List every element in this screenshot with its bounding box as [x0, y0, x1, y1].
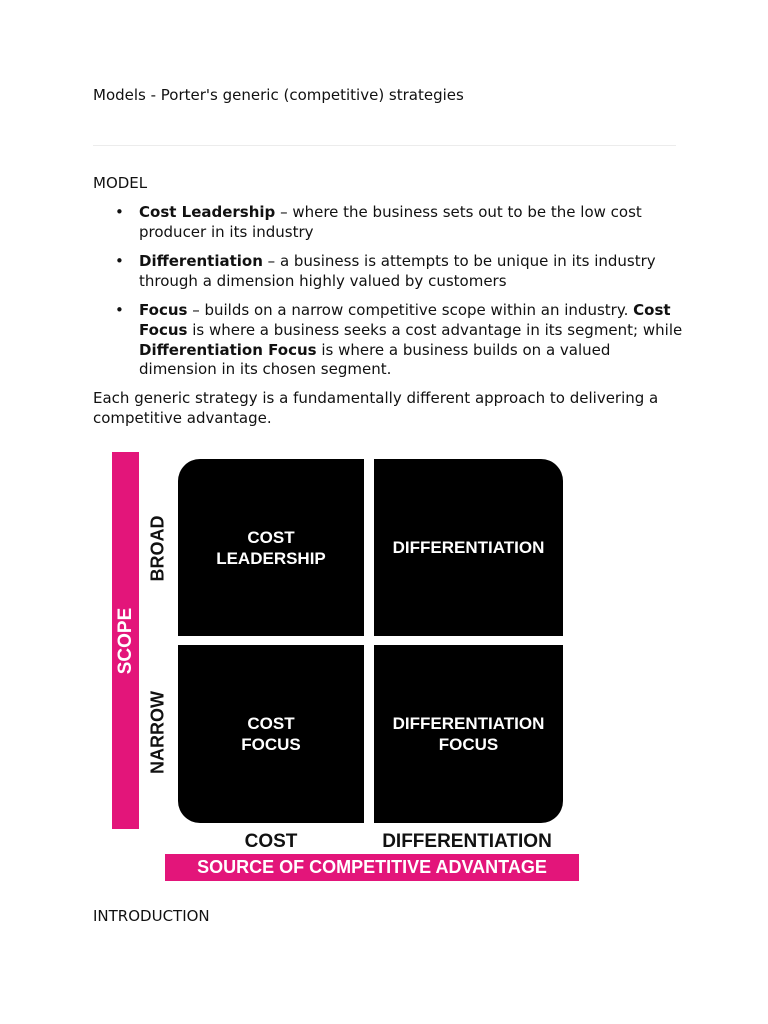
strategy-list	[93, 203, 683, 390]
cell-differentiation-focus: DIFFERENTIATION FOCUS	[374, 645, 563, 823]
bullet-icon: •	[115, 301, 124, 320]
divider	[93, 145, 676, 146]
model-heading: MODEL	[93, 174, 148, 192]
bullet-icon: •	[115, 203, 124, 221]
bullet-segment: is where a business seeks a cost advantage in its segment; while	[187, 320, 683, 339]
bold-term: Focus	[139, 301, 188, 320]
bullet-text	[139, 301, 682, 378]
bullet-text	[139, 203, 642, 241]
introduction-heading: INTRODUCTION	[93, 907, 210, 925]
bullet-segment: – builds on a narrow competitive scope within an industry.	[187, 301, 634, 320]
page-title: Models - Porter's generic (competitive) strategies	[93, 86, 464, 104]
bold-term: Differentiation Focus	[139, 340, 317, 359]
list-item	[93, 301, 683, 379]
source-of-advantage-bar: SOURCE OF COMPETITIVE ADVANTAGE	[165, 854, 579, 881]
bullet-segment: – where the business sets out to be the low cost producer in its industry	[139, 203, 642, 241]
bold-term: Cost Leadership	[139, 203, 276, 221]
bullet-text	[139, 252, 656, 290]
bullet-segment: is where a business builds on a valued dimension in its chosen segment.	[139, 340, 611, 379]
bullet-icon: •	[115, 252, 124, 271]
narrow-label: NARROW	[147, 691, 168, 774]
broad-label: BROAD	[147, 515, 168, 582]
bullet-segment: – a business is attempts to be unique in its industry through a dimension highly valued by customers	[139, 252, 656, 290]
x-label-cost: COST	[244, 831, 298, 852]
bold-term: Differentiation	[139, 252, 263, 271]
cell-cost-leadership: COST LEADERSHIP	[178, 459, 364, 636]
cell-differentiation: DIFFERENTIATION	[374, 459, 563, 636]
porter-strategies-diagram	[108, 450, 583, 885]
list-item	[93, 203, 683, 242]
x-label-differentiation: DIFFERENTIATION	[382, 831, 552, 852]
summary-paragraph: Each generic strategy is a fundamentally different approach to delivering a competitive advantage.	[93, 389, 659, 427]
list-item	[93, 252, 683, 291]
scope-label: SCOPE	[115, 607, 136, 675]
cell-cost-focus: COST FOCUS	[178, 645, 364, 823]
bold-term: Cost Focus	[139, 301, 671, 339]
